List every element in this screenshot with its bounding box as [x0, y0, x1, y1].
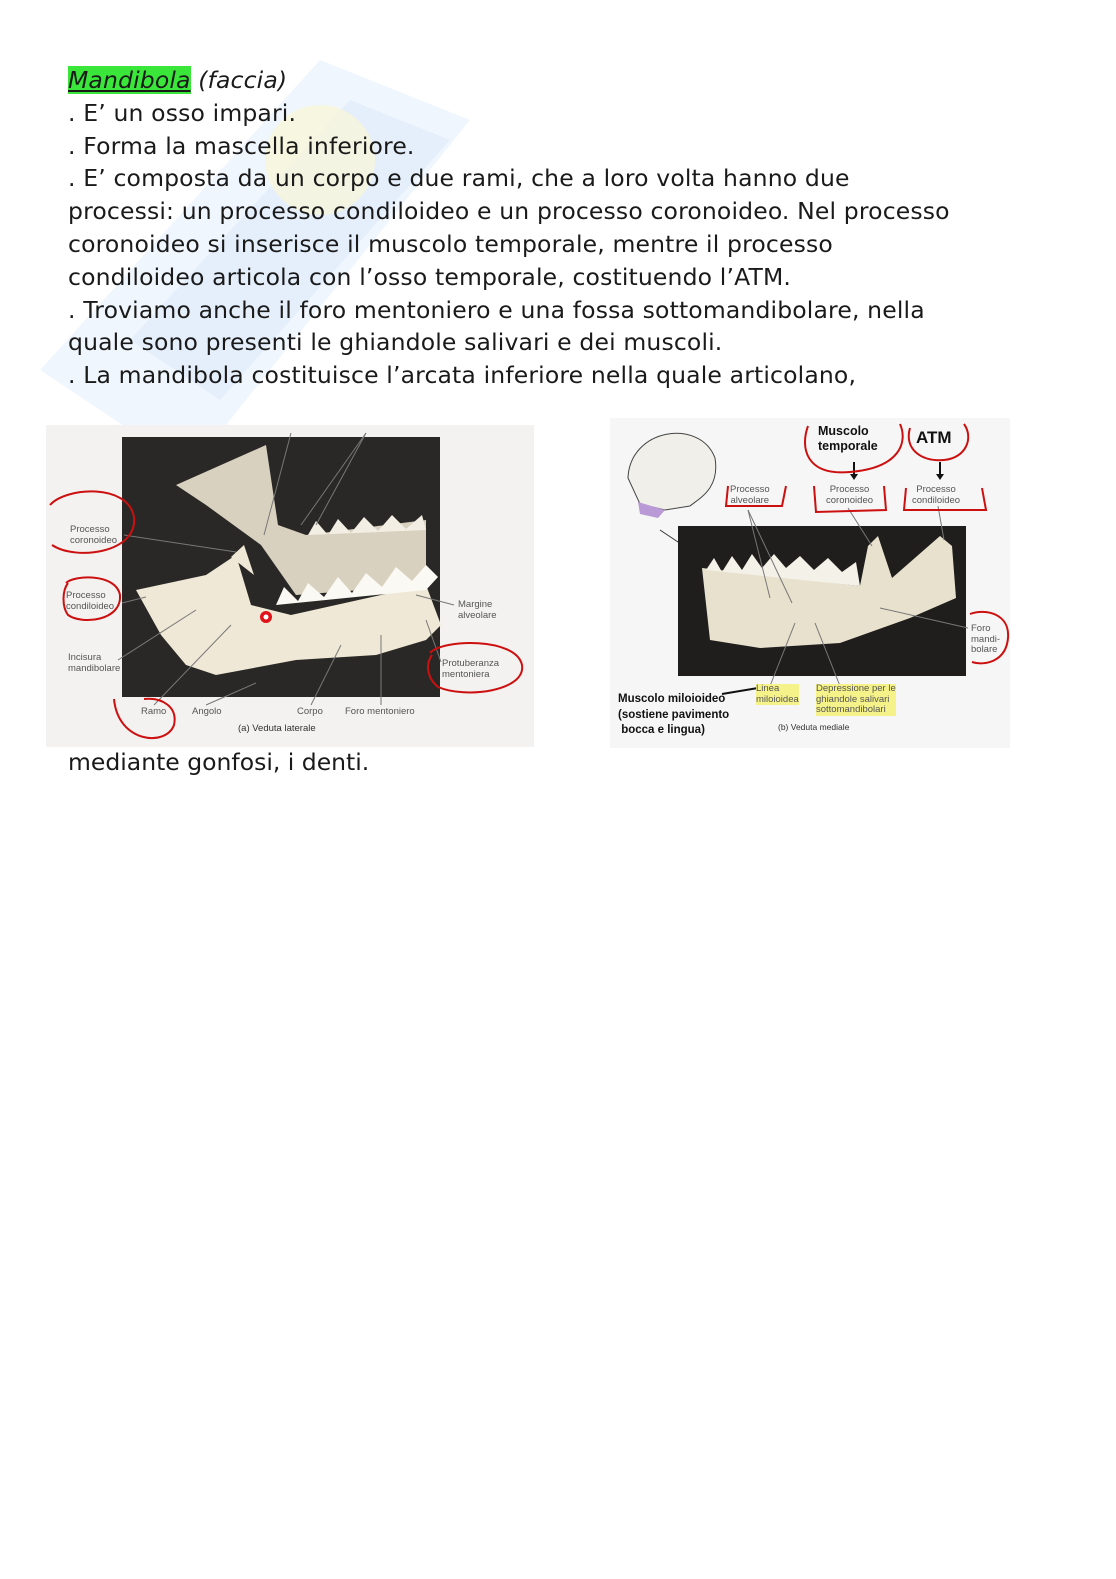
label-atm: ATM: [916, 428, 952, 447]
label-foro-mandibolare: Foro mandi- bolare: [971, 623, 1001, 655]
label-depressione-ghiandole: Depressione per le ghiandole salivari sottomandibolari: [816, 683, 896, 715]
document-title: Mandibola (faccia): [68, 66, 288, 94]
label-angolo: Angolo: [192, 706, 222, 717]
label-margine-alveolare: Margine alveolare: [458, 599, 497, 621]
text-line: coronoideo si inserisce il muscolo temporale, mentre il processo: [68, 229, 833, 258]
label-ramo: Ramo: [141, 706, 167, 717]
figure-medial-view: [610, 418, 1010, 748]
label-muscolo-temporale: Muscolo temporale: [818, 424, 878, 453]
label-linea-miloioidea: Linea miloioidea: [756, 683, 799, 705]
label-processo-coronoideo-b: Processo coronoideo: [826, 484, 874, 506]
text-line: . E’ composta da un corpo e due rami, che a loro volta hanno due: [68, 164, 850, 193]
text-line: condiloideo articola con l’osso temporale, costituendo l’ATM.: [68, 262, 792, 291]
label-incisura-mandibolare: Incisura mandibolare: [68, 652, 121, 674]
document-body: [68, 64, 1058, 392]
label-foro-mentoniero: Foro mentoniero: [345, 706, 415, 717]
text-line: . Forma la mascella inferiore.: [68, 131, 415, 160]
label-corpo: Corpo: [297, 706, 323, 717]
title-highlight: Mandibola: [68, 66, 191, 94]
label-processo-coronoideo: Processo coronoideo: [70, 524, 118, 546]
figure-b-caption: (b) Veduta mediale: [778, 722, 850, 732]
text-line: . E’ un osso impari.: [68, 98, 297, 127]
text-line: . Troviamo anche il foro mentoniero e una fossa sottomandibolare, nella: [68, 295, 925, 324]
label-protuberanza-mentoniera: Protuberanza mentoniera: [442, 658, 500, 680]
label-processo-alveolare: Processo alveolare: [730, 484, 770, 506]
text-line-final: mediante gonfosi, i denti.: [68, 748, 370, 776]
text-line: processi: un processo condiloideo e un processo coronoideo. Nel processo: [68, 197, 950, 226]
mandible-lateral-illustration: [46, 425, 534, 747]
figure-a-caption: (a) Veduta laterale: [238, 723, 316, 734]
text-line: . La mandibola costituisce l’arcata inferiore nella quale articolano,: [68, 361, 857, 390]
label-muscolo-miloioideo: Muscolo miloioideo (sostiene pavimento bocca e lingua): [618, 693, 730, 736]
text-line: quale sono presenti le ghiandole salivari e dei muscoli.: [68, 328, 723, 357]
label-processo-condiloideo-b: Processo condiloideo: [912, 484, 961, 506]
label-processo-condiloideo: Processo condiloideo: [66, 590, 115, 612]
figure-lateral-view: [46, 425, 534, 747]
